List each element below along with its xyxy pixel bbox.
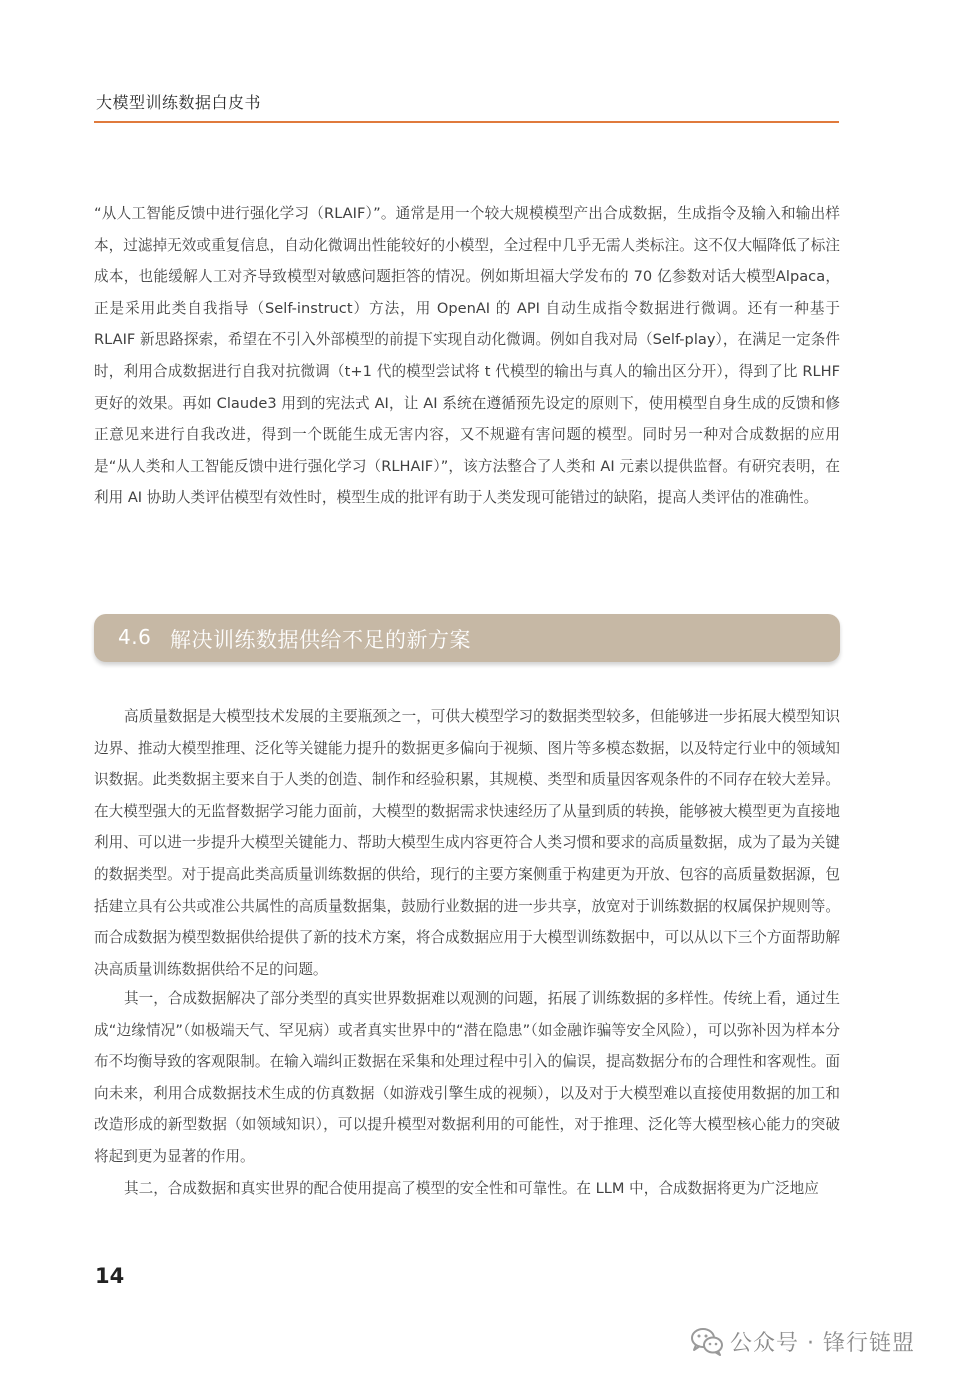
body-paragraph-intro: “从人工智能反馈中进行强化学习（RLAIF）”。通常是用一个较大规模模型产出合成数据，生成指令及输入和输出样本，过滤掉无效或重复信息，自动化微调出性能较好的小模型，全过程中几乎无需人类标注。这不仅大幅降低了标注成本，也能缓解人工对齐导致模型对敏感问题拒答的情况。例如斯坦福大学发布的 70 亿参数对话大模型Alpaca，正是采用此类自我指导（Self-instruct）方法，用 OpenAI 的 API 自动生成指令数据进行微调。还有一种基于 RLAIF 新思路探索，希望在不引入外部模型的前提下实现自动化微调。例如自我对局（Self-play），在满足一定条件时，利用合成数据进行自我对抗微调（t+1 代的模型尝试将 t 代模型的输出与真人的输出区分开），得到了比 RLHF 更好的效果。再如 Claude3 用到的宪法式 AI，让 AI 系统在遵循预先设定的原则下，使用模型自身生成的反馈和修正意见来进行自我改进，得到一个既能生成无害内容，又不规避有害问题的模型。同时另一种对合成数据的应用是“从人类和人工智能反馈中进行强化学习（RLHAIF）”，该方法整合了人类和 AI 元素以提供监督。有研究表明，在利用 AI 协助人类评估模型有效性时，模型生成的批评有助于人类发现可能错过的缺陷，提高人类评估的准确性。	[94, 205, 840, 507]
body-paragraph-1: 高质量数据是大模型技术发展的主要瓶颈之一，可供大模型学习的数据类型较多，但能够进一步拓展大模型知识边界、推动大模型推理、泛化等关键能力提升的数据更多偏向于视频、图片等多模态数据，以及特定行业中的领域知识数据。此类数据主要来自于人类的创造、制作和经验积累，其规模、类型和质量因客观条件的不同存在较大差异。在大模型强大的无监督数据学习能力面前，大模型的数据需求快速经历了从量到质的转换，能够被大模型更为直接地利用、可以进一步提升大模型关键能力、帮助大模型生成内容更符合人类习惯和要求的高质量数据，成为了最为关键的数据类型。对于提高此类高质量训练数据的供给，现行的主要方案侧重于构建更为开放、包容的高质量数据源，包括建立具有公共或准公共属性的高质量数据集，鼓励行业数据的进一步共享，放宽对于训练数据的权属保护规则等。而合成数据为模型数据供给提供了新的技术方案，将合成数据应用于大模型训练数据中，可以从以下三个方面帮助解决高质量训练数据供给不足的问题。	[94, 708, 840, 978]
page-number: 14	[95, 1264, 125, 1288]
body-paragraph-3: 其二，合成数据和真实世界的配合使用提高了模型的安全性和可靠性。在 LLM 中，合成数据将更为广泛地应	[124, 1180, 819, 1197]
section-heading-bar	[94, 614, 840, 662]
running-header-title: 大模型训练数据白皮书	[96, 93, 262, 112]
section-title: 解决训练数据供给不足的新方案	[170, 628, 471, 652]
watermark-text: 公众号 · 锋行链盟	[730, 1330, 915, 1356]
section-number: 4.6	[118, 625, 152, 649]
wechat-icon	[690, 1326, 724, 1356]
watermark	[690, 1324, 915, 1358]
body-paragraph-2: 其一，合成数据解决了部分类型的真实世界数据难以观测的问题，拓展了训练数据的多样性。传统上看，通过生成“边缘情况”（如极端天气、罕见病）或者真实世界中的“潜在隐患”（如金融诈骗等安全风险），可以弥补因为样本分布不均衡导致的客观限制。在输入端纠正数据在采集和处理过程中引入的偏误，提高数据分布的合理性和客观性。面向未来，利用合成数据技术生成的仿真数据（如游戏引擎生成的视频），以及对于大模型难以直接使用数据的加工和改造形成的新型数据（如领域知识），可以提升模型对数据利用的可能性，对于推理、泛化等大模型核心能力的突破将起到更为显著的作用。	[94, 990, 840, 1165]
header-divider	[94, 121, 839, 123]
